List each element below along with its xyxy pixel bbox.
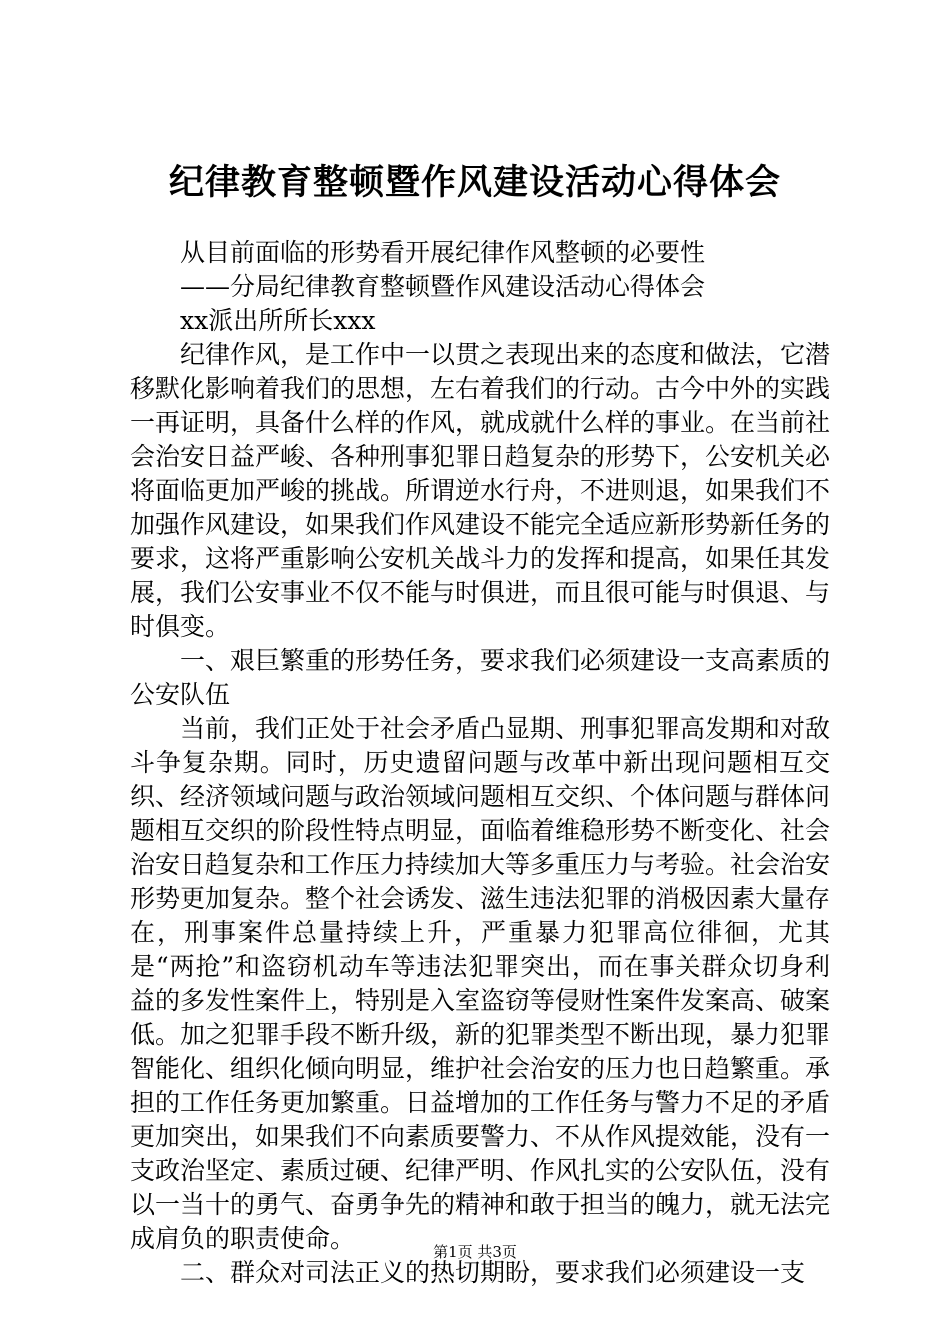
subtitle-line-1: 从目前面临的形势看开展纪律作风整顿的必要性: [180, 238, 706, 267]
document-title: 纪律教育整顿暨作风建设活动心得体会: [168, 162, 781, 203]
section-heading-2: 二、群众对司法正义的热切期盼，要求我们必须建设一支: [180, 1258, 806, 1287]
document-body: [130, 236, 830, 1290]
page-number: 第1页 共3页: [433, 1243, 517, 1261]
subtitle-line-2: ——分局纪律教育整顿暨作风建设活动心得体会: [180, 272, 706, 301]
section-heading-1: 一、艰巨繁重的形势任务，要求我们必须建设一支高素质的公安队伍: [130, 646, 831, 709]
author-line: xx派出所所长xxx: [180, 306, 376, 335]
paragraph-section-1: 当前，我们正处于社会矛盾凸显期、刑事犯罪高发期和对敌斗争复杂期。同时，历史遗留问题与改革中新出现问题相互交织、经济领域问题与政治领域问题相互交织、个体问题与群体问题相互交织的阶段性特点明显，面临着维稳形势不断变化、社会治安日趋复杂和工作压力持续加大等多重压力与考验。社会治安形势更加复杂。整个社会诱发、滋生违法犯罪的消极因素大量存在，刑事案件总量持续上升，严重暴力犯罪高位徘徊，尤其是“两抢”和盗窃机动车等违法犯罪突出，而在事关群众切身利益的多发性案件上，特别是入室盗窃等侵财性案件发案高、破案低。加之犯罪手段不断升级，新的犯罪类型不断出现，暴力犯罪智能化、组织化倾向明显，维护社会治安的压力也日趋繁重。承担的工作任务更加繁重。日益增加的工作任务与警力不足的矛盾更加突出，如果我们不向素质要警力、不从作风提效能，没有一支政治坚定、素质过硬、纪律严明、作风扎实的公安队伍，没有以一当十的勇气、奋勇争先的精神和敢于担当的魄力，就无法完成肩负的职责使命。: [130, 714, 831, 1253]
paragraph-intro: 纪律作风，是工作中一以贯之表现出来的态度和做法，它潜移默化影响着我们的思想，左右着我们的行动。古今中外的实践一再证明，具备什么样的作风，就成就什么样的事业。在当前社会治安日益严峻、各种刑事犯罪日趋复杂的形势下，公安机关必将面临更加严峻的挑战。所谓逆水行舟，不进则退，如果我们不加强作风建设，如果我们作风建设不能完全适应新形势新任务的要求，这将严重影响公安机关战斗力的发挥和提高，如果任其发展，我们公安事业不仅不能与时俱进，而且很可能与时俱退、与时俱变。: [130, 340, 831, 641]
